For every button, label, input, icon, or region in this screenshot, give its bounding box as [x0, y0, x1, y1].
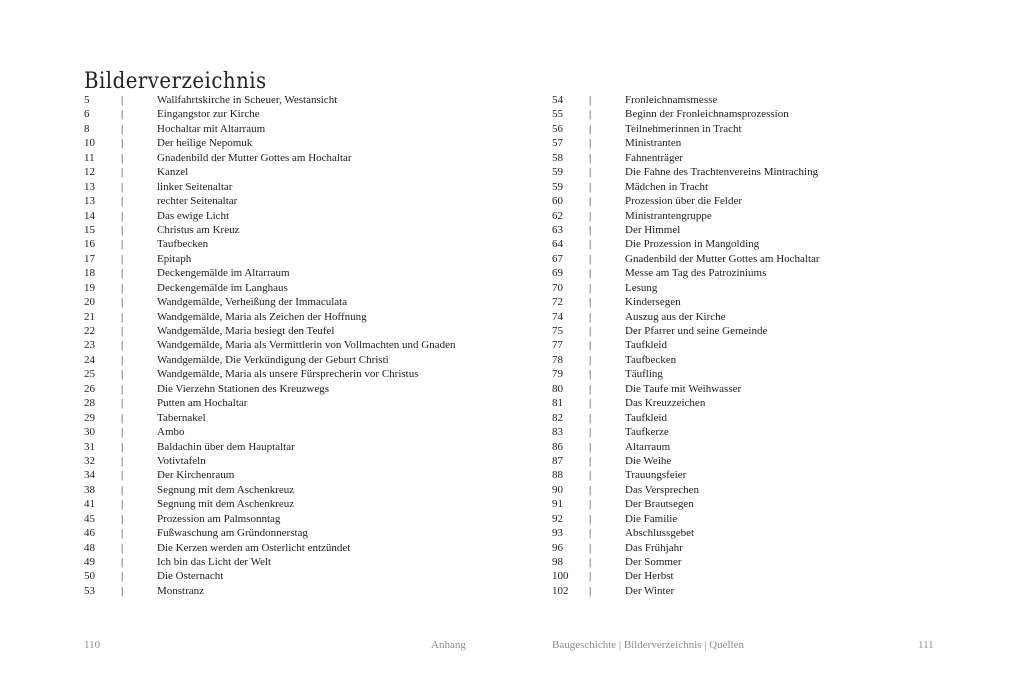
caption: Beginn der Fronleichnamsprozession	[625, 108, 789, 121]
separator: |	[121, 368, 124, 381]
caption: rechter Seitenaltar	[157, 195, 238, 208]
page-number: 48	[84, 541, 95, 554]
caption: linker Seitenaltar	[157, 180, 233, 193]
separator: |	[589, 94, 592, 106]
separator: |	[589, 454, 592, 467]
caption: Taufkleid	[625, 339, 667, 352]
page-number: 13	[84, 180, 95, 193]
page-number: 100	[552, 570, 569, 583]
list-item	[84, 396, 484, 410]
page-number: 57	[552, 137, 563, 150]
separator: |	[121, 223, 124, 236]
page-number: 91	[552, 498, 563, 511]
separator: |	[589, 252, 592, 265]
caption: Wandgemälde, Die Verkündigung der Geburt Christi	[157, 353, 389, 366]
separator: |	[589, 209, 592, 222]
page-number: 92	[552, 512, 563, 525]
caption: Tabernakel	[157, 411, 206, 424]
list-item	[84, 237, 484, 251]
separator: |	[589, 310, 592, 323]
caption: Epitaph	[157, 252, 192, 265]
page-number: 11	[84, 151, 95, 164]
list-item	[552, 266, 852, 280]
list-item	[84, 584, 484, 598]
list-item	[552, 281, 852, 295]
page-number: 34	[84, 469, 95, 482]
separator: |	[589, 339, 592, 352]
list-item	[84, 324, 484, 338]
list-item	[552, 180, 852, 194]
list-item	[84, 122, 484, 136]
list-item	[552, 497, 852, 511]
caption: Messe am Tag des Patroziniums	[625, 267, 767, 280]
list-item	[552, 223, 852, 237]
page-number: 25	[84, 368, 95, 381]
caption: Wandgemälde, Maria besiegt den Teufel	[157, 325, 335, 337]
page-title: Bilderverzeichnis	[84, 68, 267, 94]
page-number: 50	[84, 570, 95, 583]
page-number: 67	[552, 252, 563, 265]
caption: Baldachin über dem Hauptaltar	[157, 440, 295, 453]
separator: |	[121, 527, 124, 540]
page-number: 90	[552, 483, 563, 496]
caption: Deckengemälde im Altarraum	[157, 267, 290, 280]
caption: Die Familie	[625, 512, 678, 525]
separator: |	[589, 281, 592, 294]
list-item	[84, 223, 484, 237]
page-number: 56	[552, 122, 563, 135]
page-number: 20	[84, 296, 95, 309]
caption: Das ewige Licht	[157, 209, 230, 222]
caption: Die Taufe mit Weihwasser	[625, 382, 742, 395]
page-number: 23	[84, 339, 95, 352]
separator: |	[589, 166, 592, 179]
page-number: 28	[84, 397, 95, 410]
caption: Trauungsfeier	[625, 469, 687, 482]
page-number: 6	[84, 108, 90, 121]
separator: |	[589, 325, 592, 337]
caption: Votivtafeln	[157, 454, 206, 467]
caption: Christus am Kreuz	[157, 223, 240, 236]
separator: |	[121, 166, 124, 179]
list-item	[552, 367, 852, 381]
separator: |	[589, 151, 592, 164]
list-item	[84, 93, 484, 107]
separator: |	[121, 483, 124, 496]
list-item	[84, 295, 484, 309]
separator: |	[121, 353, 124, 366]
separator: |	[589, 195, 592, 208]
separator: |	[121, 469, 124, 482]
separator: |	[589, 440, 592, 453]
caption: Taufbecken	[625, 353, 677, 366]
caption: Taufbecken	[157, 238, 209, 251]
page-number: 41	[84, 498, 95, 511]
list-item	[552, 353, 852, 367]
separator: |	[589, 556, 592, 568]
page-number: 78	[552, 353, 563, 366]
list-item	[84, 310, 484, 324]
caption: Die Fahne des Trachtenvereins Mintraching	[625, 166, 819, 179]
list-item	[552, 396, 852, 410]
page-number: 21	[84, 310, 95, 323]
list-item	[552, 526, 852, 540]
footer-left-section: Anhang	[431, 639, 466, 651]
page-number: 87	[552, 454, 563, 467]
separator: |	[121, 94, 124, 106]
caption: Monstranz	[157, 584, 205, 597]
list-item	[552, 483, 852, 497]
caption: Ministrantengruppe	[625, 209, 712, 222]
separator: |	[589, 570, 592, 583]
list-item	[552, 555, 852, 569]
page-number: 77	[552, 339, 563, 352]
separator: |	[589, 108, 592, 121]
separator: |	[589, 541, 592, 554]
caption: Segnung mit dem Aschenkreuz	[157, 483, 295, 496]
page-number: 32	[84, 454, 95, 467]
separator: |	[589, 137, 592, 150]
page-number: 59	[552, 166, 563, 179]
list-item	[84, 569, 484, 583]
list-item	[552, 310, 852, 324]
page-number: 86	[552, 440, 563, 453]
separator: |	[121, 325, 124, 337]
separator: |	[589, 382, 592, 395]
page-number: 88	[552, 469, 563, 482]
page-number: 79	[552, 368, 563, 381]
page-number: 69	[552, 267, 563, 280]
caption: Ministranten	[625, 137, 682, 150]
caption: Eingangstor zur Kirche	[157, 108, 260, 121]
caption: Der Brautsegen	[625, 498, 694, 511]
separator: |	[121, 137, 124, 150]
page-number: 82	[552, 411, 563, 424]
page-number: 74	[552, 310, 563, 323]
picture-list-right	[552, 93, 852, 598]
separator: |	[589, 353, 592, 366]
caption: Die Prozession in Mangolding	[625, 238, 760, 251]
list-item	[552, 338, 852, 352]
footer-right-page-number: 111	[918, 639, 934, 651]
caption: Kindersegen	[625, 296, 681, 309]
page-number: 83	[552, 426, 563, 439]
caption: Wandgemälde, Maria als Zeichen der Hoffnung	[157, 310, 367, 323]
list-item	[552, 194, 852, 208]
list-item	[84, 165, 484, 179]
caption: Prozession über die Felder	[625, 195, 742, 208]
caption: Ambo	[157, 426, 185, 439]
separator: |	[589, 368, 592, 381]
separator: |	[121, 512, 124, 525]
list-item	[552, 454, 852, 468]
list-item	[552, 107, 852, 121]
list-item	[84, 107, 484, 121]
page-number: 18	[84, 267, 95, 280]
caption: Mädchen in Tracht	[625, 180, 709, 193]
caption: Gnadenbild der Mutter Gottes am Hochaltar	[157, 151, 352, 164]
caption: Der Herbst	[625, 570, 674, 583]
list-item	[552, 237, 852, 251]
caption: Das Versprechen	[625, 483, 700, 496]
caption: Das Frühjahr	[625, 541, 683, 554]
list-item	[552, 324, 852, 338]
separator: |	[121, 108, 124, 121]
page-number: 72	[552, 296, 563, 309]
separator: |	[589, 223, 592, 236]
list-item	[84, 440, 484, 454]
page-number: 55	[552, 108, 563, 121]
page-number: 29	[84, 411, 95, 424]
page-number: 93	[552, 527, 563, 540]
page-number: 102	[552, 584, 569, 597]
page-number: 62	[552, 209, 563, 222]
caption: Gnadenbild der Mutter Gottes am Hochaltar	[625, 252, 820, 265]
picture-list-left	[84, 93, 484, 598]
page-number: 30	[84, 426, 95, 439]
page-number: 58	[552, 151, 563, 164]
page-number: 24	[84, 353, 95, 366]
separator: |	[121, 252, 124, 265]
separator: |	[589, 469, 592, 482]
caption: Lesung	[625, 281, 658, 294]
list-item	[552, 411, 852, 425]
list-item	[552, 541, 852, 555]
page-number: 26	[84, 382, 95, 395]
page-number: 17	[84, 252, 95, 265]
page-number: 80	[552, 382, 563, 395]
list-item	[84, 526, 484, 540]
footer-right-section: Baugeschichte | Bilderverzeichnis | Quellen	[552, 639, 744, 651]
separator: |	[121, 281, 124, 294]
separator: |	[121, 570, 124, 583]
page-number: 12	[84, 166, 95, 179]
separator: |	[121, 339, 124, 352]
list-item	[84, 541, 484, 555]
caption: Fahnenträger	[625, 151, 684, 164]
list-item	[552, 93, 852, 107]
separator: |	[121, 238, 124, 251]
page-number: 5	[84, 94, 90, 106]
caption: Die Osternacht	[157, 570, 224, 583]
list-item	[84, 382, 484, 396]
page-number: 98	[552, 556, 563, 568]
page-number: 22	[84, 325, 95, 337]
list-item	[84, 425, 484, 439]
caption: Fußwaschung am Gründonnerstag	[157, 527, 308, 540]
separator: |	[589, 180, 592, 193]
separator: |	[121, 310, 124, 323]
page-number: 59	[552, 180, 563, 193]
list-item	[84, 180, 484, 194]
caption: Ich bin das Licht der Welt	[157, 556, 272, 568]
page-number: 49	[84, 556, 95, 568]
page-number: 10	[84, 137, 95, 150]
list-item	[552, 569, 852, 583]
list-item	[84, 555, 484, 569]
list-item	[84, 136, 484, 150]
footer-left-page-number: 110	[84, 639, 101, 651]
list-item	[552, 382, 852, 396]
caption: Wandgemälde, Maria als Vermittlerin von Vollmachten und Gnaden	[157, 339, 456, 352]
page-number: 60	[552, 195, 563, 208]
page-number: 14	[84, 209, 95, 222]
list-item	[84, 353, 484, 367]
list-item	[552, 512, 852, 526]
page-number: 75	[552, 325, 563, 337]
separator: |	[589, 483, 592, 496]
list-item	[552, 425, 852, 439]
page-number: 63	[552, 223, 563, 236]
page-number: 38	[84, 483, 95, 496]
caption: Die Vierzehn Stationen des Kreuzwegs	[157, 382, 330, 395]
page-number: 15	[84, 223, 95, 236]
page-number: 54	[552, 94, 563, 106]
list-item	[84, 209, 484, 223]
caption: Fronleichnamsmesse	[625, 94, 718, 106]
separator: |	[589, 512, 592, 525]
separator: |	[589, 122, 592, 135]
list-item	[552, 295, 852, 309]
caption: Abschlussgebet	[625, 527, 695, 540]
page-number: 81	[552, 397, 563, 410]
caption: Prozession am Palmsonntag	[157, 512, 281, 525]
page-number: 46	[84, 527, 95, 540]
page-number: 16	[84, 238, 95, 251]
caption: Wandgemälde, Verheißung der Immaculata	[157, 296, 348, 309]
page-number: 96	[552, 541, 563, 554]
caption: Putten am Hochaltar	[157, 397, 248, 410]
page-number: 53	[84, 584, 95, 597]
separator: |	[121, 180, 124, 193]
separator: |	[121, 498, 124, 511]
list-item	[84, 252, 484, 266]
caption: Auszug aus der Kirche	[625, 310, 726, 323]
caption: Die Weihe	[625, 454, 672, 467]
separator: |	[589, 267, 592, 280]
separator: |	[121, 296, 124, 309]
separator: |	[121, 426, 124, 439]
caption: Altarraum	[625, 440, 671, 453]
separator: |	[589, 527, 592, 540]
separator: |	[121, 541, 124, 554]
caption: Täufling	[625, 368, 663, 381]
page-number: 70	[552, 281, 563, 294]
separator: |	[121, 556, 124, 568]
list-item	[552, 440, 852, 454]
separator: |	[589, 498, 592, 511]
list-item	[552, 584, 852, 598]
separator: |	[121, 267, 124, 280]
caption: Der Winter	[625, 584, 675, 597]
list-item	[552, 468, 852, 482]
separator: |	[121, 195, 124, 208]
separator: |	[589, 238, 592, 251]
separator: |	[121, 397, 124, 410]
separator: |	[589, 296, 592, 309]
caption: Die Kerzen werden am Osterlicht entzündet	[157, 541, 351, 554]
list-item	[84, 512, 484, 526]
list-item	[84, 194, 484, 208]
page-number: 13	[84, 195, 95, 208]
separator: |	[589, 426, 592, 439]
page-number: 31	[84, 440, 95, 453]
separator: |	[589, 411, 592, 424]
caption: Der heilige Nepomuk	[157, 137, 253, 150]
page-number: 64	[552, 238, 563, 251]
caption: Teilnehmerinnen in Tracht	[625, 122, 742, 135]
page-number: 19	[84, 281, 95, 294]
caption: Das Kreuzzeichen	[625, 397, 706, 410]
separator: |	[589, 397, 592, 410]
separator: |	[121, 584, 124, 597]
separator: |	[121, 382, 124, 395]
separator: |	[121, 122, 124, 135]
page-number: 45	[84, 512, 95, 525]
caption: Deckengemälde im Langhaus	[157, 281, 288, 294]
caption: Der Himmel	[625, 223, 681, 236]
list-item	[84, 367, 484, 381]
caption: Hochaltar mit Altarraum	[157, 122, 266, 135]
list-item	[552, 122, 852, 136]
list-item	[84, 468, 484, 482]
list-item	[552, 209, 852, 223]
list-item	[84, 338, 484, 352]
separator: |	[121, 440, 124, 453]
separator: |	[121, 411, 124, 424]
caption: Wallfahrtskirche in Scheuer, Westansicht	[157, 94, 338, 106]
list-item	[84, 281, 484, 295]
separator: |	[589, 584, 592, 597]
list-item	[552, 252, 852, 266]
caption: Der Kirchenraum	[157, 469, 235, 482]
separator: |	[121, 454, 124, 467]
caption: Segnung mit dem Aschenkreuz	[157, 498, 295, 511]
page-number: 8	[84, 122, 90, 135]
list-item	[84, 483, 484, 497]
list-item	[84, 411, 484, 425]
caption: Der Pfarrer und seine Gemeinde	[625, 325, 768, 337]
list-item	[84, 497, 484, 511]
separator: |	[121, 209, 124, 222]
caption: Taufkleid	[625, 411, 667, 424]
caption: Wandgemälde, Maria als unsere Fürsprecherin vor Christus	[157, 368, 419, 381]
caption: Kanzel	[157, 166, 189, 179]
list-item	[552, 165, 852, 179]
list-item	[84, 266, 484, 280]
list-item	[552, 151, 852, 165]
separator: |	[121, 151, 124, 164]
caption: Der Sommer	[625, 556, 682, 568]
list-item	[552, 136, 852, 150]
list-item	[84, 151, 484, 165]
caption: Taufkerze	[625, 426, 669, 439]
list-item	[84, 454, 484, 468]
